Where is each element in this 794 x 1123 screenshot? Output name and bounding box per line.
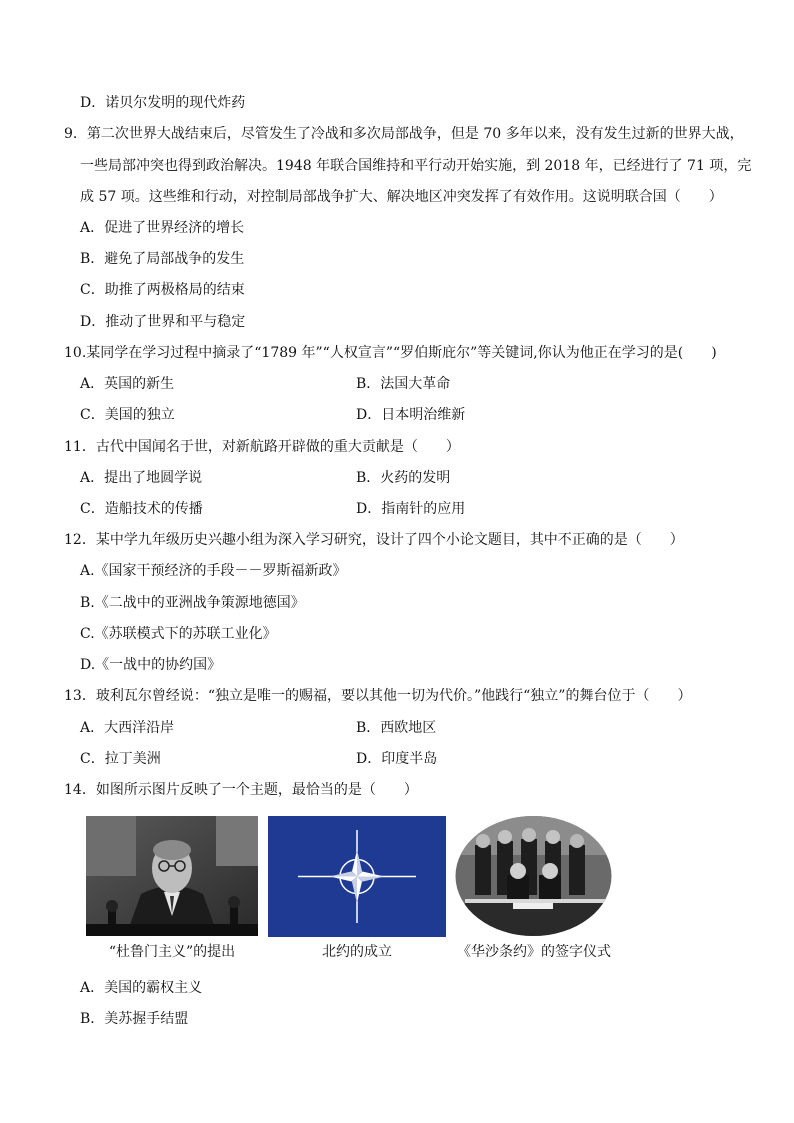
q13-option-a: A．大西洋沿岸 bbox=[80, 720, 175, 736]
q9-option-c: C．助推了两极格局的结束 bbox=[80, 282, 245, 298]
q13-option-c: C．拉丁美洲 bbox=[80, 751, 161, 767]
q13-stem: 13．玻利瓦尔曾经说：“独立是唯一的赐福，要以其他一切为代价。”他践行“独立”的舞台位于（ ） bbox=[64, 688, 692, 704]
q14-option-a: A．美国的霸权主义 bbox=[80, 980, 203, 996]
q9-option-d: D．推动了世界和平与稳定 bbox=[80, 314, 246, 330]
q10-option-b: B．法国大革命 bbox=[356, 376, 451, 392]
caption-truman: “杜鲁门主义”的提出 bbox=[108, 944, 236, 960]
q12-option-d: D.《一战中的协约国》 bbox=[80, 657, 222, 673]
q11-option-d: D．指南针的应用 bbox=[356, 501, 466, 517]
q12-option-c: C.《苏联模式下的苏联工业化》 bbox=[80, 626, 277, 642]
q11-stem: 11．古代中国闻名于世，对新航路开辟做的重大贡献是（ ） bbox=[64, 439, 460, 455]
q10-stem: 10.某同学在学习过程中摘录了“1789 年”“人权宣言”“罗伯斯庇尔”等关键词,你认为他正在学习的是( ) bbox=[64, 345, 717, 361]
q12-option-b: B.《二战中的亚洲战争策源地德国》 bbox=[80, 595, 305, 611]
q12-stem: 12．某中学九年级历史兴趣小组为深入学习研究，设计了四个小论文题目，其中不正确的是（ ） bbox=[64, 532, 684, 548]
caption-nato: 北约的成立 bbox=[322, 944, 392, 960]
truman-photo bbox=[86, 816, 258, 936]
q9-option-b: B．避免了局部战争的发生 bbox=[80, 251, 245, 267]
q9-option-a: A．促进了世界经济的增长 bbox=[80, 220, 245, 236]
q13-option-b: B．西欧地区 bbox=[356, 720, 437, 736]
q8-option-d: D．诺贝尔发明的现代炸药 bbox=[80, 95, 246, 111]
q9-stem-line2: 一些局部冲突也得到政治解决。1948 年联合国维持和平行动开始实施，到 2018 年，已经进行了 71 项，完 bbox=[80, 158, 752, 174]
q14-stem: 14．如图所示图片反映了一个主题，最恰当的是（ ） bbox=[64, 782, 418, 798]
q12-option-a: A.《国家干预经济的手段－－罗斯福新政》 bbox=[80, 563, 347, 579]
q14-option-b: B．美苏握手结盟 bbox=[80, 1011, 189, 1027]
q11-option-c: C．造船技术的传播 bbox=[80, 501, 203, 517]
caption-warsaw: 《华沙条约》的签字仪式 bbox=[457, 944, 611, 960]
q9-stem-line3: 成 57 项。这些维和行动，对控制局部战争扩大、解决地区冲突发挥了有效作用。这说明联合国（ ） bbox=[80, 189, 723, 205]
q10-option-c: C．美国的独立 bbox=[80, 407, 175, 423]
q13-option-d: D．印度半岛 bbox=[356, 751, 438, 767]
q9-stem-line1: 9．第二次世界大战结束后，尽管发生了冷战和多次局部战争，但是 70 多年以来，没有发生过新的世界大战， bbox=[64, 126, 744, 142]
warsaw-pact-photo bbox=[455, 815, 612, 937]
q11-option-a: A．提出了地圆学说 bbox=[80, 470, 203, 486]
q11-option-b: B．火药的发明 bbox=[356, 470, 451, 486]
q10-option-a: A．英国的新生 bbox=[80, 376, 175, 392]
nato-flag bbox=[268, 816, 446, 937]
q10-option-d: D．日本明治维新 bbox=[356, 407, 466, 423]
